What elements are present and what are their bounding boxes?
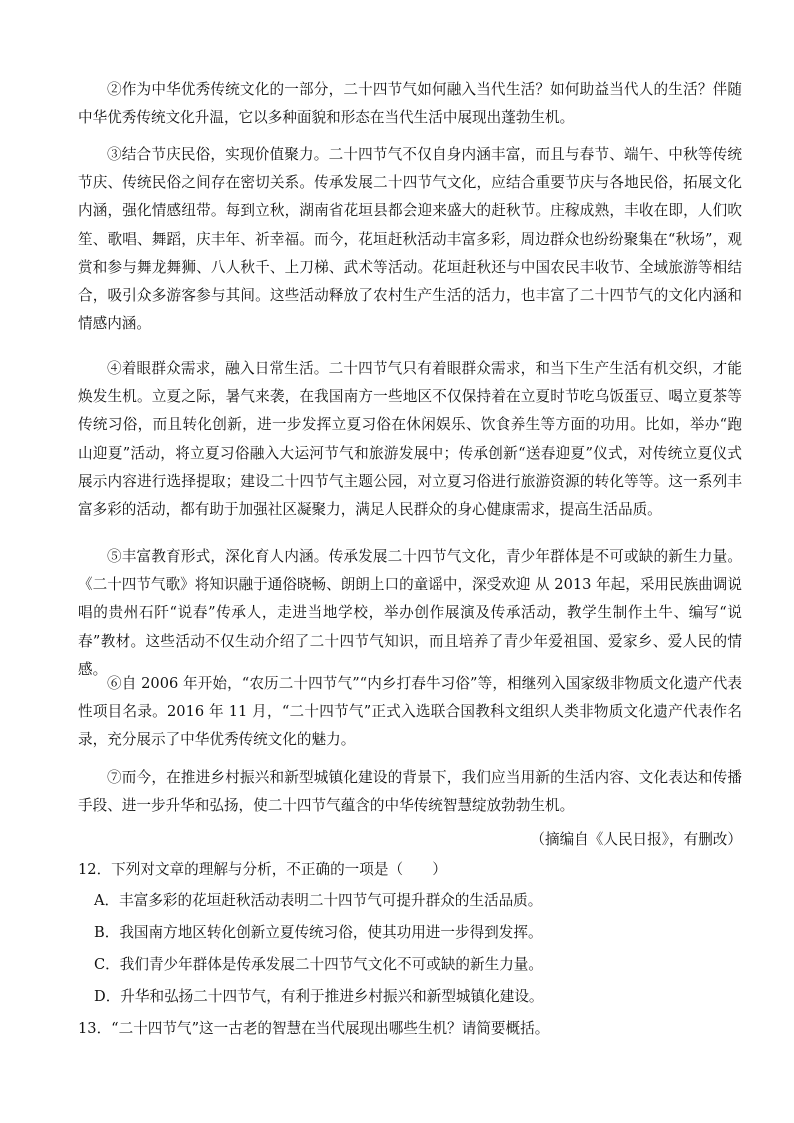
question-12-option-d: D．升华和弘扬二十四节气，有利于推进乡村振兴和新型城镇化建设。 xyxy=(94,988,544,1005)
source-citation: （摘编自《人民日报》，有删改） xyxy=(530,831,742,848)
question-13-stem: 13．“二十四节气”这一古老的智慧在当代展现出哪些生机？请简要概括。 xyxy=(78,1020,550,1037)
question-12-option-a: A．丰富多彩的花垣赶秋活动表明二十四节气可提升群众的生活品质。 xyxy=(94,892,543,909)
paragraph-5: ⑤丰富教育形式，深化育人内涵。传承发展二十四节气文化，青少年群体是不可或缺的新生力量。《二十四节气歌》将知识融于通俗晓畅、朗朗上口的童谣中，深受欢迎 从 2013 年起，采用民族曲调说唱的贵州石阡“说春”传承人，走进当地学校，举办创作展演及传承活动，教学生制作土牛、编写“说春”教材。这些活动不仅生动介绍了二十四节气知识，而且培养了青少年爱祖国、爱家乡、爱人民的情感。 xyxy=(78,548,742,678)
question-12-option-b: B．我国南方地区转化创新立夏传统习俗，使其功用进一步得到发挥。 xyxy=(94,924,543,941)
paragraph-2: ②作为中华优秀传统文化的一部分，二十四节气如何融入当代生活？如何助益当代人的生活？伴随中华优秀传统文化升温，它以多种面貌和形态在当代生活中展现出蓬勃生机。 xyxy=(78,81,742,127)
question-12-option-c: C．我们青少年群体是传承发展二十四节气文化不可或缺的新生力量。 xyxy=(94,956,543,973)
paragraph-7: ⑦而今，在推进乡村振兴和新型城镇化建设的背景下，我们应当用新的生活内容、文化表达和传播手段、进一步升华和弘扬，使二十四节气蕴含的中华传统智慧绽放勃勃生机。 xyxy=(78,769,742,815)
paragraph-3: ③结合节庆民俗，实现价值聚力。二十四节气不仅自身内涵丰富，而且与春节、端午、中秋等传统节庆、传统民俗之间存在密切关系。传承发展二十四节气文化，应结合重要节庆与各地民俗，拓展文化内涵，强化情感纽带。每到立秋，湖南省花垣县都会迎来盛大的赶秋节。庄稼成熟，丰收在即，人们吹笙、歌唱、舞蹈，庆丰年、祈幸福。而今，花垣赶秋活动丰富多彩，周边群众也纷纷聚集在“秋场”，观赏和参与舞龙舞狮、八人秋千、上刀梯、武术等活动。花垣赶秋还与中国农民丰收节、全域旅游等相结合，吸引众多游客参与其间。这些活动释放了农村生产生活的活力，也丰富了二十四节气的文化内涵和情感内涵。 xyxy=(78,146,742,333)
paragraph-6: ⑥自 2006 年开始，“农历二十四节气”“内乡打春牛习俗”等，相继列入国家级非物质文化遗产代表性项目名录。2016 年 11 月，“二十四节气”正式入选联合国教科文组织人类非物质文化遗产代表作名录，充分展示了中华优秀传统文化的魅力。 xyxy=(78,675,742,749)
question-12-stem: 12．下列对文章的理解与分析，不正确的一项是（ ） xyxy=(78,861,447,878)
paragraph-4: ④着眼群众需求，融入日常生活。二十四节气只有着眼群众需求，和当下生产生活有机交织，才能焕发生机。立夏之际，暑气来袭，在我国南方一些地区不仅保持着在立夏时节吃乌饭蛋豆、喝立夏茶等传统习俗，而且转化创新，进一步发挥立夏习俗在休闲娱乐、饮食养生等方面的功用。比如，举办“跑山迎夏”活动，将立夏习俗融入大运河节气和旅游发展中；传承创新“送春迎夏”仪式，对传统立夏仪式展示内容进行选择提取；建设二十四节气主题公园，对立夏习俗进行旅游资源的转化等等。这一系列丰富多彩的活动，都有助于加强社区凝聚力，满足人民群众的身心健康需求，提高生活品质。 xyxy=(78,360,742,519)
